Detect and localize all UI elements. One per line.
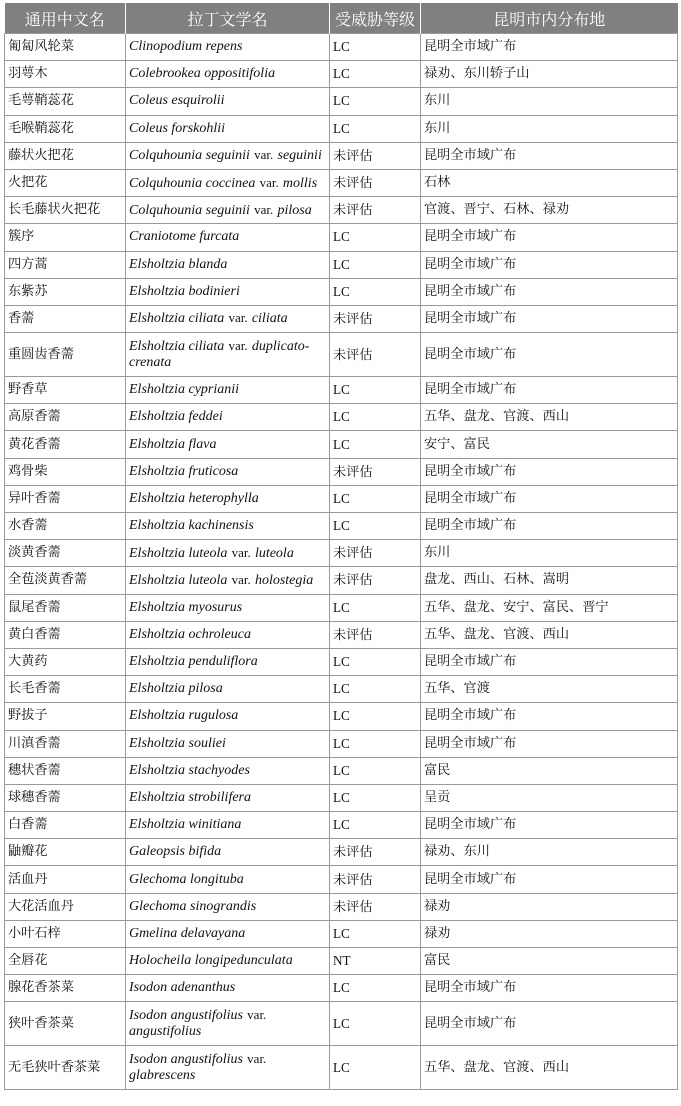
chinese-name-cell: 球穗香薷	[5, 784, 126, 811]
chinese-name-cell: 野香草	[5, 377, 126, 404]
variety-marker: var.	[231, 544, 251, 560]
latin-binomial: Elsholtzia souliei	[129, 735, 226, 751]
distribution-cell: 昆明全市域广布	[421, 648, 678, 675]
header-distribution: 昆明市内分布地	[421, 3, 678, 34]
chinese-name-cell: 全唇花	[5, 948, 126, 975]
latin-name-cell	[126, 948, 330, 975]
chinese-name-cell: 川滇香薷	[5, 730, 126, 757]
latin-binomial: Colquhounia seguinii	[129, 202, 250, 218]
threat-level-cell: LC	[330, 812, 421, 839]
table-row	[5, 621, 678, 648]
latin-binomial: Elsholtzia cyprianii	[129, 382, 240, 398]
chinese-name-cell: 全苞淡黄香薷	[5, 567, 126, 594]
variety-epithet: angustifolius	[129, 1024, 202, 1040]
latin-name-cell	[126, 703, 330, 730]
distribution-cell: 昆明全市域广布	[421, 458, 678, 485]
latin-binomial: Elsholtzia blanda	[129, 256, 228, 272]
chinese-name-cell: 高原香薷	[5, 404, 126, 431]
latin-binomial: Elsholtzia strobilifera	[129, 789, 251, 805]
distribution-cell: 昆明全市域广布	[421, 866, 678, 893]
latin-binomial: Elsholtzia ciliata	[129, 311, 225, 327]
latin-name-cell	[126, 305, 330, 332]
table-row	[5, 676, 678, 703]
distribution-cell: 昆明全市域广布	[421, 513, 678, 540]
distribution-cell: 禄劝、东川轿子山	[421, 61, 678, 88]
latin-binomial: Glechoma longituba	[129, 871, 244, 887]
latin-name-cell	[126, 567, 330, 594]
table-row	[5, 404, 678, 431]
distribution-cell: 昆明全市域广布	[421, 703, 678, 730]
chinese-name-cell: 腺花香茶菜	[5, 975, 126, 1002]
chinese-name-cell: 长毛香薷	[5, 676, 126, 703]
threat-level-cell: LC	[330, 513, 421, 540]
distribution-cell: 东川	[421, 88, 678, 115]
threat-level-cell: 未评估	[330, 305, 421, 332]
variety-marker: var.	[228, 310, 248, 326]
table-row	[5, 1046, 678, 1090]
latin-name-cell	[126, 115, 330, 142]
latin-name-cell	[126, 431, 330, 458]
table-row	[5, 431, 678, 458]
distribution-cell: 禄劝、东川	[421, 839, 678, 866]
threat-level-cell: LC	[330, 34, 421, 61]
latin-name-cell	[126, 61, 330, 88]
header-chinese-name: 通用中文名	[5, 3, 126, 34]
threat-level-cell: LC	[330, 224, 421, 251]
latin-binomial: Colquhounia seguinii	[129, 148, 250, 164]
chinese-name-cell: 重圆齿香薷	[5, 333, 126, 377]
latin-name-cell	[126, 839, 330, 866]
header-latin-name: 拉丁文学名	[126, 3, 330, 34]
table-row	[5, 594, 678, 621]
latin-binomial: Gmelina delavayana	[129, 925, 246, 941]
threat-level-cell: LC	[330, 1046, 421, 1090]
table-row	[5, 224, 678, 251]
table-row	[5, 305, 678, 332]
chinese-name-cell: 毛萼鞘蕊花	[5, 88, 126, 115]
variety-marker: var.	[259, 174, 279, 190]
latin-binomial: Clinopodium repens	[129, 39, 243, 55]
table-row	[5, 893, 678, 920]
threat-level-cell: 未评估	[330, 839, 421, 866]
latin-binomial: Elsholtzia fruticosa	[129, 463, 239, 479]
variety-epithet: glabrescens	[129, 1068, 196, 1084]
distribution-cell: 昆明全市域广布	[421, 142, 678, 169]
chinese-name-cell: 无毛狭叶香茶菜	[5, 1046, 126, 1090]
latin-binomial: Elsholtzia rugulosa	[129, 708, 239, 724]
chinese-name-cell: 穗状香薷	[5, 757, 126, 784]
threat-level-cell: 未评估	[330, 567, 421, 594]
latin-binomial: Coleus forskohlii	[129, 120, 226, 136]
variety-epithet: luteola	[254, 545, 294, 561]
distribution-cell: 东川	[421, 115, 678, 142]
table-row	[5, 703, 678, 730]
threat-level-cell: 未评估	[330, 540, 421, 567]
table-row	[5, 757, 678, 784]
variety-epithet: pilosa	[277, 202, 312, 218]
latin-binomial: Craniotome furcata	[129, 229, 240, 245]
threat-level-cell: 未评估	[330, 142, 421, 169]
chinese-name-cell: 羽萼木	[5, 61, 126, 88]
variety-marker: var.	[254, 147, 274, 163]
chinese-name-cell: 野拔子	[5, 703, 126, 730]
table-row	[5, 485, 678, 512]
latin-binomial: Elsholtzia ochroleuca	[129, 626, 251, 642]
latin-name-cell	[126, 621, 330, 648]
distribution-cell: 安宁、富民	[421, 431, 678, 458]
chinese-name-cell: 匍匐风轮菜	[5, 34, 126, 61]
latin-binomial: Glechoma sinograndis	[129, 898, 257, 914]
threat-level-cell: 未评估	[330, 458, 421, 485]
distribution-cell: 昆明全市域广布	[421, 224, 678, 251]
distribution-cell: 昆明全市域广布	[421, 251, 678, 278]
latin-binomial: Isodon angustifolius	[129, 1008, 243, 1024]
latin-name-cell	[126, 377, 330, 404]
table-row	[5, 812, 678, 839]
threat-level-cell: 未评估	[330, 866, 421, 893]
table-row	[5, 34, 678, 61]
chinese-name-cell: 鼬瓣花	[5, 839, 126, 866]
distribution-cell: 五华、盘龙、安宁、富民、晋宁	[421, 594, 678, 621]
table-row	[5, 251, 678, 278]
table-row	[5, 458, 678, 485]
distribution-cell: 五华、官渡	[421, 676, 678, 703]
threat-level-cell: LC	[330, 730, 421, 757]
latin-binomial: Galeopsis bifida	[129, 844, 222, 860]
threat-level-cell: LC	[330, 676, 421, 703]
threat-level-cell: LC	[330, 61, 421, 88]
threat-level-cell: LC	[330, 251, 421, 278]
chinese-name-cell: 四方蒿	[5, 251, 126, 278]
table-row	[5, 730, 678, 757]
table-row	[5, 278, 678, 305]
threat-level-cell: LC	[330, 594, 421, 621]
chinese-name-cell: 毛喉鞘蕊花	[5, 115, 126, 142]
table-row	[5, 1002, 678, 1046]
species-table	[4, 3, 678, 1090]
table-row	[5, 839, 678, 866]
distribution-cell: 昆明全市域广布	[421, 34, 678, 61]
variety-marker: var.	[247, 1007, 267, 1023]
latin-name-cell	[126, 34, 330, 61]
variety-marker: var.	[231, 571, 251, 587]
chinese-name-cell: 黄白香薷	[5, 621, 126, 648]
chinese-name-cell: 藤状火把花	[5, 142, 126, 169]
latin-name-cell	[126, 333, 330, 377]
latin-name-cell	[126, 812, 330, 839]
table-row	[5, 333, 678, 377]
table-header-row	[5, 3, 678, 34]
latin-binomial: Isodon adenanthus	[129, 980, 236, 996]
table-row	[5, 377, 678, 404]
threat-level-cell: LC	[330, 703, 421, 730]
distribution-cell: 石林	[421, 169, 678, 196]
table-row	[5, 920, 678, 947]
distribution-cell: 五华、盘龙、官渡、西山	[421, 1046, 678, 1090]
chinese-name-cell: 长毛藤状火把花	[5, 197, 126, 224]
latin-binomial: Elsholtzia heterophylla	[129, 490, 259, 506]
table-row	[5, 115, 678, 142]
latin-name-cell	[126, 648, 330, 675]
latin-binomial: Elsholtzia stachyodes	[129, 762, 250, 778]
header-threat-level: 受威胁等级	[330, 3, 421, 34]
latin-binomial: Elsholtzia penduliflora	[129, 654, 258, 670]
latin-name-cell	[126, 197, 330, 224]
distribution-cell: 盘龙、西山、石林、嵩明	[421, 567, 678, 594]
distribution-cell: 昆明全市域广布	[421, 975, 678, 1002]
latin-name-cell	[126, 458, 330, 485]
latin-binomial: Elsholtzia kachinensis	[129, 518, 254, 534]
table-row	[5, 648, 678, 675]
latin-binomial: Elsholtzia pilosa	[129, 681, 223, 697]
threat-level-cell: LC	[330, 757, 421, 784]
latin-name-cell	[126, 784, 330, 811]
table-row	[5, 513, 678, 540]
distribution-cell: 官渡、晋宁、石林、禄劝	[421, 197, 678, 224]
table-row	[5, 866, 678, 893]
latin-binomial: Elsholtzia myosurus	[129, 599, 243, 615]
threat-level-cell: LC	[330, 920, 421, 947]
latin-binomial: Holocheila longipedunculata	[129, 953, 293, 969]
table-row	[5, 169, 678, 196]
distribution-cell: 五华、盘龙、官渡、西山	[421, 404, 678, 431]
latin-name-cell	[126, 251, 330, 278]
distribution-cell: 五华、盘龙、官渡、西山	[421, 621, 678, 648]
latin-binomial: Elsholtzia winitiana	[129, 817, 242, 833]
latin-binomial: Colebrookea oppositifolia	[129, 66, 276, 82]
threat-level-cell: LC	[330, 784, 421, 811]
chinese-name-cell: 大黄药	[5, 648, 126, 675]
threat-level-cell: LC	[330, 278, 421, 305]
variety-epithet: mollis	[282, 175, 318, 191]
threat-level-cell: LC	[330, 431, 421, 458]
chinese-name-cell: 活血丹	[5, 866, 126, 893]
chinese-name-cell: 白香薷	[5, 812, 126, 839]
chinese-name-cell: 狭叶香茶菜	[5, 1002, 126, 1046]
latin-name-cell	[126, 1002, 330, 1046]
latin-name-cell	[126, 757, 330, 784]
threat-level-cell: LC	[330, 1002, 421, 1046]
threat-level-cell: LC	[330, 377, 421, 404]
table-row	[5, 197, 678, 224]
latin-name-cell	[126, 893, 330, 920]
chinese-name-cell: 鼠尾香薷	[5, 594, 126, 621]
distribution-cell: 富民	[421, 948, 678, 975]
threat-level-cell: NT	[330, 948, 421, 975]
table-row	[5, 975, 678, 1002]
threat-level-cell: LC	[330, 88, 421, 115]
species-table-wrapper	[4, 3, 677, 1090]
variety-marker: var.	[254, 201, 274, 217]
distribution-cell: 禄劝	[421, 920, 678, 947]
latin-name-cell	[126, 1046, 330, 1090]
latin-name-cell	[126, 676, 330, 703]
chinese-name-cell: 东紫苏	[5, 278, 126, 305]
threat-level-cell: 未评估	[330, 621, 421, 648]
latin-name-cell	[126, 224, 330, 251]
distribution-cell: 昆明全市域广布	[421, 278, 678, 305]
latin-binomial: Elsholtzia luteola	[129, 545, 228, 561]
latin-binomial: Elsholtzia flava	[129, 436, 217, 452]
table-row	[5, 540, 678, 567]
distribution-cell: 昆明全市域广布	[421, 333, 678, 377]
table-row	[5, 88, 678, 115]
variety-epithet: holostegia	[254, 572, 314, 588]
chinese-name-cell: 水香薷	[5, 513, 126, 540]
latin-name-cell	[126, 975, 330, 1002]
threat-level-cell: LC	[330, 404, 421, 431]
variety-marker: var.	[247, 1051, 267, 1067]
threat-level-cell: LC	[330, 485, 421, 512]
latin-binomial: Colquhounia coccinea	[129, 175, 256, 191]
variety-epithet: seguinii	[277, 148, 322, 164]
threat-level-cell: 未评估	[330, 169, 421, 196]
distribution-cell: 昆明全市域广布	[421, 305, 678, 332]
latin-name-cell	[126, 594, 330, 621]
latin-name-cell	[126, 88, 330, 115]
distribution-cell: 富民	[421, 757, 678, 784]
chinese-name-cell: 黄花香薷	[5, 431, 126, 458]
chinese-name-cell: 火把花	[5, 169, 126, 196]
table-row	[5, 784, 678, 811]
distribution-cell: 呈贡	[421, 784, 678, 811]
chinese-name-cell: 淡黄香薷	[5, 540, 126, 567]
latin-binomial: Elsholtzia ciliata	[129, 339, 225, 355]
threat-level-cell: 未评估	[330, 893, 421, 920]
latin-name-cell	[126, 142, 330, 169]
distribution-cell: 昆明全市域广布	[421, 377, 678, 404]
latin-binomial: Isodon angustifolius	[129, 1052, 243, 1068]
distribution-cell: 昆明全市域广布	[421, 485, 678, 512]
latin-name-cell	[126, 866, 330, 893]
chinese-name-cell: 小叶石梓	[5, 920, 126, 947]
latin-name-cell	[126, 485, 330, 512]
distribution-cell: 昆明全市域广布	[421, 730, 678, 757]
latin-name-cell	[126, 513, 330, 540]
variety-epithet: duplicato-crenata	[129, 339, 310, 371]
distribution-cell: 昆明全市域广布	[421, 1002, 678, 1046]
chinese-name-cell: 香薷	[5, 305, 126, 332]
chinese-name-cell: 簇序	[5, 224, 126, 251]
table-row	[5, 948, 678, 975]
latin-name-cell	[126, 169, 330, 196]
latin-name-cell	[126, 540, 330, 567]
distribution-cell: 禄劝	[421, 893, 678, 920]
table-row	[5, 61, 678, 88]
variety-marker: var.	[228, 338, 248, 354]
table-body	[5, 34, 678, 1090]
distribution-cell: 东川	[421, 540, 678, 567]
latin-name-cell	[126, 278, 330, 305]
table-row	[5, 567, 678, 594]
table-row	[5, 142, 678, 169]
latin-binomial: Coleus esquirolii	[129, 93, 225, 109]
threat-level-cell: LC	[330, 648, 421, 675]
latin-binomial: Elsholtzia feddei	[129, 409, 223, 425]
chinese-name-cell: 大花活血丹	[5, 893, 126, 920]
variety-epithet: ciliata	[251, 311, 288, 327]
latin-binomial: Elsholtzia bodinieri	[129, 283, 240, 299]
threat-level-cell: LC	[330, 115, 421, 142]
distribution-cell: 昆明全市域广布	[421, 812, 678, 839]
chinese-name-cell: 异叶香薷	[5, 485, 126, 512]
latin-name-cell	[126, 404, 330, 431]
threat-level-cell: 未评估	[330, 333, 421, 377]
chinese-name-cell: 鸡骨柴	[5, 458, 126, 485]
threat-level-cell: LC	[330, 975, 421, 1002]
latin-name-cell	[126, 920, 330, 947]
latin-binomial: Elsholtzia luteola	[129, 572, 228, 588]
latin-name-cell	[126, 730, 330, 757]
threat-level-cell: 未评估	[330, 197, 421, 224]
